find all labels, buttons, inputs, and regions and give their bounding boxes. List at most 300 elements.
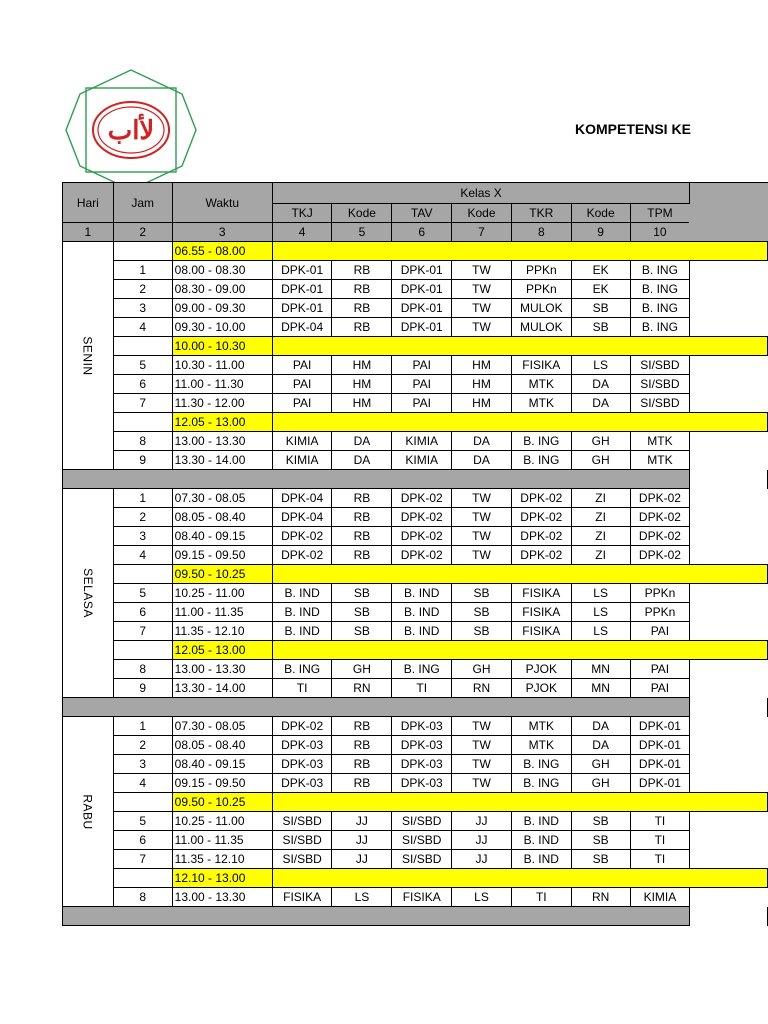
teacher-code-cell: LS <box>571 356 630 375</box>
subject-cell: PAI <box>630 679 690 698</box>
empty-cell <box>690 736 768 755</box>
teacher-code-cell: TW <box>451 489 511 508</box>
subject-cell: PAI <box>272 394 332 413</box>
subject-cell: DPK-04 <box>272 508 332 527</box>
subject-cell: MTK <box>630 451 690 470</box>
schedule-sheet <box>62 182 768 942</box>
subject-cell: B. ING <box>630 261 690 280</box>
number-row <box>63 223 768 242</box>
lesson-row <box>63 318 768 337</box>
jam-cell: 5 <box>113 812 172 831</box>
lesson-row <box>63 584 768 603</box>
subject-cell: B. IND <box>392 622 452 641</box>
header-col: Kode <box>451 204 511 223</box>
lesson-row <box>63 261 768 280</box>
teacher-code-cell: TW <box>451 299 511 318</box>
teacher-code-cell: JJ <box>451 831 511 850</box>
time-cell: 12.05 - 13.00 <box>172 413 272 432</box>
empty-cell <box>690 812 768 831</box>
teacher-code-cell: HM <box>332 394 392 413</box>
jam-cell: 1 <box>113 717 172 736</box>
teacher-code-cell: JJ <box>451 812 511 831</box>
time-cell: 12.05 - 13.00 <box>172 641 272 660</box>
teacher-code-cell: TW <box>451 755 511 774</box>
teacher-code-cell: HM <box>451 375 511 394</box>
lesson-row <box>63 299 768 318</box>
subject-cell: DPK-01 <box>272 261 332 280</box>
teacher-code-cell: SB <box>571 850 630 869</box>
teacher-code-cell: DA <box>332 432 392 451</box>
empty-cell <box>690 451 768 470</box>
teacher-code-cell: SB <box>571 812 630 831</box>
jam-cell: 1 <box>113 489 172 508</box>
empty-cell <box>690 318 768 337</box>
teacher-code-cell: SB <box>332 584 392 603</box>
teacher-code-cell: SB <box>571 831 630 850</box>
subject-cell: PAI <box>392 394 452 413</box>
teacher-code-cell: DA <box>571 375 630 394</box>
subject-cell: DPK-01 <box>272 280 332 299</box>
lesson-row <box>63 527 768 546</box>
subject-cell: DPK-02 <box>392 546 452 565</box>
lesson-row <box>63 755 768 774</box>
subject-cell: DPK-03 <box>392 755 452 774</box>
lesson-row <box>63 812 768 831</box>
subject-cell: MTK <box>512 394 572 413</box>
teacher-code-cell: LS <box>571 584 630 603</box>
time-cell: 08.40 - 09.15 <box>172 755 272 774</box>
teacher-code-cell: RB <box>332 755 392 774</box>
teacher-code-cell: RB <box>332 527 392 546</box>
teacher-code-cell: RN <box>332 679 392 698</box>
time-cell: 12.10 - 13.00 <box>172 869 272 888</box>
empty-cell <box>690 261 768 280</box>
subject-cell: SI/SBD <box>272 850 332 869</box>
time-cell: 09.50 - 10.25 <box>172 565 272 584</box>
teacher-code-cell: ZI <box>571 546 630 565</box>
jam-cell: 4 <box>113 546 172 565</box>
subject-cell: DPK-01 <box>272 299 332 318</box>
subject-cell: FISIKA <box>512 356 572 375</box>
subject-cell: DPK-02 <box>630 527 690 546</box>
teacher-code-cell: SB <box>571 318 630 337</box>
jam-cell: 4 <box>113 774 172 793</box>
teacher-code-cell: RN <box>451 679 511 698</box>
empty-cell <box>690 508 768 527</box>
subject-cell: B. ING <box>512 755 572 774</box>
day-separator <box>63 698 768 717</box>
jam-cell: 4 <box>113 318 172 337</box>
teacher-code-cell: JJ <box>332 850 392 869</box>
header-number: 2 <box>113 223 172 242</box>
day-label: SELASA <box>80 568 95 618</box>
lesson-row <box>63 622 768 641</box>
time-cell: 10.25 - 11.00 <box>172 812 272 831</box>
jam-cell: 7 <box>113 850 172 869</box>
teacher-code-cell: HM <box>451 356 511 375</box>
break-fill <box>272 641 767 660</box>
lesson-row <box>63 736 768 755</box>
jam-cell: 2 <box>113 508 172 527</box>
teacher-code-cell: RB <box>332 280 392 299</box>
subject-cell: MTK <box>512 717 572 736</box>
subject-cell: DPK-04 <box>272 489 332 508</box>
lesson-row <box>63 280 768 299</box>
empty-cell <box>690 489 768 508</box>
teacher-code-cell: GH <box>571 774 630 793</box>
time-cell: 08.05 - 08.40 <box>172 508 272 527</box>
teacher-code-cell: JJ <box>332 812 392 831</box>
teacher-code-cell: TW <box>451 261 511 280</box>
jam-cell: 7 <box>113 622 172 641</box>
jam-cell: 6 <box>113 603 172 622</box>
time-cell: 09.15 - 09.50 <box>172 774 272 793</box>
time-cell: 13.00 - 13.30 <box>172 660 272 679</box>
lesson-row <box>63 356 768 375</box>
teacher-code-cell: TW <box>451 318 511 337</box>
subject-cell: B. ING <box>630 299 690 318</box>
header-number: 4 <box>272 223 332 242</box>
subject-cell: B. IND <box>272 603 332 622</box>
header-waktu: Waktu <box>172 183 272 223</box>
teacher-code-cell: GH <box>571 432 630 451</box>
teacher-code-cell: SB <box>451 584 511 603</box>
empty-cell <box>690 660 768 679</box>
subject-cell: PAI <box>630 660 690 679</box>
jam-cell: 3 <box>113 755 172 774</box>
subject-cell: MULOK <box>512 318 572 337</box>
subject-cell: B. ING <box>512 432 572 451</box>
teacher-code-cell: LS <box>571 603 630 622</box>
lesson-row <box>63 451 768 470</box>
jam-cell <box>113 337 172 356</box>
subject-cell: KIMIA <box>392 432 452 451</box>
break-row <box>63 242 768 261</box>
subject-cell: DPK-03 <box>272 774 332 793</box>
subject-cell: DPK-03 <box>272 755 332 774</box>
jam-cell: 9 <box>113 451 172 470</box>
separator-fill <box>63 907 690 926</box>
break-fill <box>272 869 767 888</box>
subject-cell: KIMIA <box>392 451 452 470</box>
empty-cell <box>690 603 768 622</box>
time-cell: 13.30 - 14.00 <box>172 679 272 698</box>
subject-cell: B. IND <box>512 831 572 850</box>
subject-cell: SI/SBD <box>630 375 690 394</box>
teacher-code-cell: RB <box>332 299 392 318</box>
time-cell: 09.00 - 09.30 <box>172 299 272 318</box>
empty-cell <box>690 280 768 299</box>
time-cell: 11.00 - 11.35 <box>172 603 272 622</box>
time-cell: 09.30 - 10.00 <box>172 318 272 337</box>
day-cell <box>63 717 114 907</box>
subject-cell: DPK-02 <box>392 508 452 527</box>
header-number: 3 <box>172 223 272 242</box>
teacher-code-cell: EK <box>571 261 630 280</box>
jam-cell: 7 <box>113 394 172 413</box>
schedule-table <box>62 182 768 926</box>
subject-cell: B. IND <box>392 603 452 622</box>
teacher-code-cell: MN <box>571 679 630 698</box>
subject-cell: PJOK <box>512 660 572 679</box>
header-col: TKJ <box>272 204 332 223</box>
jam-cell: 8 <box>113 888 172 907</box>
teacher-code-cell: RB <box>332 546 392 565</box>
subject-cell: MTK <box>512 375 572 394</box>
subject-cell: SI/SBD <box>392 850 452 869</box>
teacher-code-cell: RB <box>332 318 392 337</box>
teacher-code-cell: SB <box>451 622 511 641</box>
header-jam: Jam <box>113 183 172 223</box>
subject-cell: DPK-02 <box>392 527 452 546</box>
teacher-code-cell: GH <box>571 451 630 470</box>
subject-cell: SI/SBD <box>392 812 452 831</box>
subject-cell: DPK-02 <box>512 489 572 508</box>
header-number: 7 <box>451 223 511 242</box>
day-separator <box>63 907 768 926</box>
teacher-code-cell: GH <box>571 755 630 774</box>
subject-cell: DPK-01 <box>630 717 690 736</box>
time-cell: 11.35 - 12.10 <box>172 622 272 641</box>
time-cell: 07.30 - 08.05 <box>172 489 272 508</box>
teacher-code-cell: DA <box>571 736 630 755</box>
subject-cell: TI <box>630 850 690 869</box>
empty-cell <box>690 755 768 774</box>
empty-cell <box>690 679 768 698</box>
subject-cell: SI/SBD <box>272 831 332 850</box>
jam-cell <box>113 565 172 584</box>
header-row <box>63 183 768 204</box>
header-col: TPM <box>630 204 690 223</box>
jam-cell <box>113 869 172 888</box>
header-number: 6 <box>392 223 452 242</box>
separator-gap <box>690 698 768 717</box>
subject-cell: DPK-02 <box>630 508 690 527</box>
subject-cell: PAI <box>272 356 332 375</box>
teacher-code-cell: JJ <box>451 850 511 869</box>
lesson-row <box>63 850 768 869</box>
lesson-row <box>63 831 768 850</box>
subject-cell: TI <box>512 888 572 907</box>
teacher-code-cell: ZI <box>571 508 630 527</box>
subject-cell: PPKn <box>512 261 572 280</box>
subject-cell: MULOK <box>512 299 572 318</box>
empty-cell <box>690 375 768 394</box>
header-number: 8 <box>512 223 572 242</box>
subject-cell: B. IND <box>512 812 572 831</box>
break-fill <box>272 793 767 812</box>
time-cell: 09.15 - 09.50 <box>172 546 272 565</box>
teacher-code-cell: DA <box>451 451 511 470</box>
school-emblem-icon <box>64 68 198 192</box>
teacher-code-cell: GH <box>451 660 511 679</box>
subject-cell: DPK-02 <box>630 489 690 508</box>
jam-cell: 8 <box>113 660 172 679</box>
teacher-code-cell: RN <box>571 888 630 907</box>
lesson-row <box>63 679 768 698</box>
time-cell: 07.30 - 08.05 <box>172 717 272 736</box>
day-cell <box>63 242 114 470</box>
teacher-code-cell: SB <box>571 299 630 318</box>
empty-cell <box>690 831 768 850</box>
teacher-code-cell: RB <box>332 717 392 736</box>
subject-cell: FISIKA <box>272 888 332 907</box>
day-label: RABU <box>80 793 95 830</box>
subject-cell: FISIKA <box>392 888 452 907</box>
subject-cell: SI/SBD <box>630 394 690 413</box>
jam-cell: 1 <box>113 261 172 280</box>
break-row <box>63 413 768 432</box>
subject-cell: FISIKA <box>512 584 572 603</box>
subject-cell: DPK-02 <box>512 546 572 565</box>
break-row <box>63 869 768 888</box>
subject-cell: PAI <box>392 356 452 375</box>
teacher-code-cell: RB <box>332 774 392 793</box>
time-cell: 13.00 - 13.30 <box>172 432 272 451</box>
jam-cell: 2 <box>113 280 172 299</box>
subject-cell: PPKn <box>630 584 690 603</box>
teacher-code-cell: HM <box>451 394 511 413</box>
header-gray-fill <box>690 183 768 242</box>
subject-cell: DPK-03 <box>392 717 452 736</box>
empty-cell <box>690 432 768 451</box>
teacher-code-cell: LS <box>451 888 511 907</box>
teacher-code-cell: SB <box>332 622 392 641</box>
subject-cell: DPK-02 <box>272 527 332 546</box>
separator-gap <box>690 470 768 489</box>
break-row <box>63 641 768 660</box>
subject-cell: SI/SBD <box>630 356 690 375</box>
time-cell: 13.00 - 13.30 <box>172 888 272 907</box>
jam-cell: 5 <box>113 584 172 603</box>
teacher-code-cell: TW <box>451 527 511 546</box>
teacher-code-cell: MN <box>571 660 630 679</box>
subject-cell: DPK-02 <box>630 546 690 565</box>
time-cell: 09.50 - 10.25 <box>172 793 272 812</box>
header-col: Kode <box>571 204 630 223</box>
jam-cell <box>113 793 172 812</box>
subject-cell: FISIKA <box>512 603 572 622</box>
break-row <box>63 793 768 812</box>
logo-text: ﻷﺍﺏ <box>107 116 155 146</box>
time-cell: 11.00 - 11.35 <box>172 831 272 850</box>
subject-cell: KIMIA <box>630 888 690 907</box>
teacher-code-cell: TW <box>451 546 511 565</box>
header-group: Kelas X <box>272 183 689 204</box>
break-fill <box>272 565 767 584</box>
day-cell <box>63 489 114 698</box>
subject-cell: B. ING <box>272 660 332 679</box>
subject-cell: DPK-01 <box>630 736 690 755</box>
subject-cell: PAI <box>392 375 452 394</box>
header-hari: Hari <box>63 183 114 223</box>
subject-cell: MTK <box>512 736 572 755</box>
teacher-code-cell: SB <box>451 603 511 622</box>
subject-cell: PPKn <box>512 280 572 299</box>
jam-cell: 2 <box>113 736 172 755</box>
jam-cell <box>113 413 172 432</box>
subject-cell: DPK-02 <box>272 546 332 565</box>
teacher-code-cell: RB <box>332 736 392 755</box>
subject-cell: DPK-01 <box>392 261 452 280</box>
subject-cell: SI/SBD <box>272 812 332 831</box>
time-cell: 10.25 - 11.00 <box>172 584 272 603</box>
lesson-row <box>63 394 768 413</box>
lesson-row <box>63 489 768 508</box>
lesson-row <box>63 603 768 622</box>
jam-cell: 6 <box>113 831 172 850</box>
teacher-code-cell: TW <box>451 717 511 736</box>
time-cell: 08.05 - 08.40 <box>172 736 272 755</box>
teacher-code-cell: TW <box>451 280 511 299</box>
teacher-code-cell: JJ <box>332 831 392 850</box>
empty-cell <box>690 622 768 641</box>
subject-cell: TI <box>392 679 452 698</box>
teacher-code-cell: ZI <box>571 527 630 546</box>
lesson-row <box>63 546 768 565</box>
subject-cell: DPK-03 <box>392 736 452 755</box>
header-number: 1 <box>63 223 114 242</box>
time-cell: 06.55 - 08.00 <box>172 242 272 261</box>
subject-cell: DPK-02 <box>272 717 332 736</box>
teacher-code-cell: EK <box>571 280 630 299</box>
subject-cell: DPK-02 <box>392 489 452 508</box>
subject-cell: B. ING <box>630 318 690 337</box>
separator-fill <box>63 698 690 717</box>
header-col: Kode <box>332 204 392 223</box>
subject-cell: B. IND <box>512 850 572 869</box>
subject-cell: DPK-04 <box>272 318 332 337</box>
subject-cell: DPK-02 <box>512 527 572 546</box>
teacher-code-cell: HM <box>332 356 392 375</box>
time-cell: 10.00 - 10.30 <box>172 337 272 356</box>
lesson-row <box>63 774 768 793</box>
jam-cell <box>113 641 172 660</box>
time-cell: 08.00 - 08.30 <box>172 261 272 280</box>
teacher-code-cell: SB <box>332 603 392 622</box>
jam-cell <box>113 242 172 261</box>
subject-cell: MTK <box>630 432 690 451</box>
lesson-row <box>63 508 768 527</box>
lesson-row <box>63 717 768 736</box>
teacher-code-cell: TW <box>451 508 511 527</box>
subject-cell: PJOK <box>512 679 572 698</box>
subject-cell: KIMIA <box>272 451 332 470</box>
subject-cell: DPK-01 <box>630 774 690 793</box>
teacher-code-cell: RB <box>332 489 392 508</box>
subject-cell: B. IND <box>272 584 332 603</box>
subject-cell: TI <box>630 812 690 831</box>
lesson-row <box>63 660 768 679</box>
subject-cell: DPK-01 <box>630 755 690 774</box>
teacher-code-cell: DA <box>571 394 630 413</box>
teacher-code-cell: LS <box>571 622 630 641</box>
empty-cell <box>690 888 768 907</box>
teacher-code-cell: TW <box>451 774 511 793</box>
teacher-code-cell: RB <box>332 261 392 280</box>
empty-cell <box>690 527 768 546</box>
jam-cell: 3 <box>113 299 172 318</box>
subject-cell: DPK-03 <box>392 774 452 793</box>
teacher-code-cell: RB <box>332 508 392 527</box>
teacher-code-cell: LS <box>332 888 392 907</box>
lesson-row <box>63 375 768 394</box>
header-number: 9 <box>571 223 630 242</box>
time-cell: 13.30 - 14.00 <box>172 451 272 470</box>
subject-cell: PPKn <box>630 603 690 622</box>
teacher-code-cell: ZI <box>571 489 630 508</box>
subject-cell: TI <box>630 831 690 850</box>
